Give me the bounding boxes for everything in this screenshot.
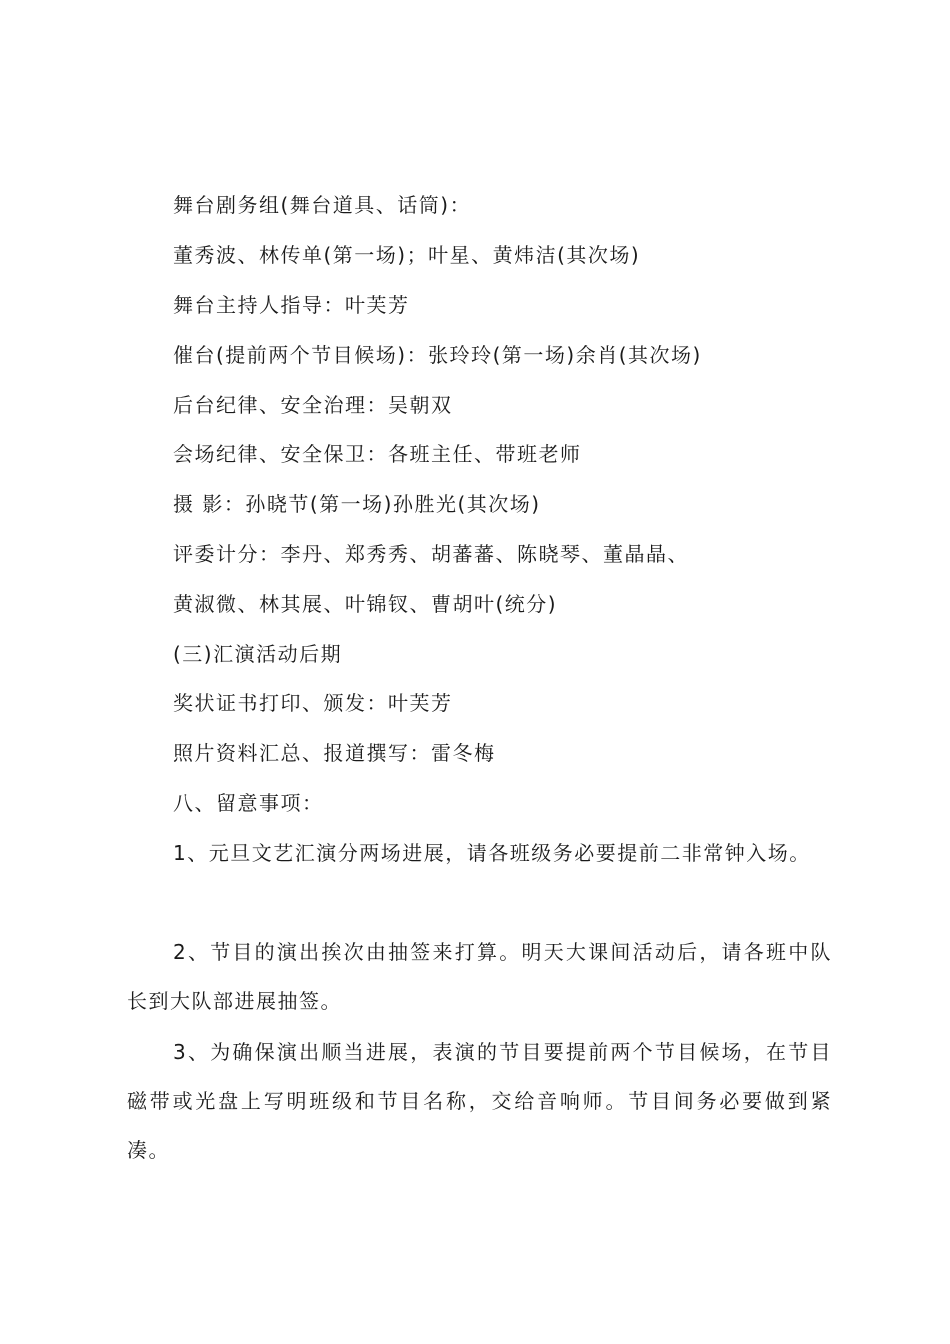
- note-item-2: 2、节目的演出挨次由抽签来打算。明天大课间活动后，请各班中队长到大队部进展抽签。: [127, 940, 832, 1013]
- text-line-photo-report: 照片资料汇总、报道撰写：雷冬梅: [173, 741, 496, 765]
- text-line-host-coach: 舞台主持人指导：叶芙芳: [173, 293, 410, 317]
- text-line-judges: 评委计分：李丹、郑秀秀、胡蕃蕃、陈晓琴、董晶晶、: [173, 542, 689, 566]
- section-heading-notes: 八、留意事项：: [173, 791, 324, 815]
- text-line-backstage-discipline: 后台纪律、安全治理：吴朝双: [173, 393, 453, 417]
- text-line-certificates: 奖状证书打印、颁发：叶芙芳: [173, 691, 453, 715]
- text-line-stage-crew-members: 董秀波、林传单(第一场)；叶星、黄炜洁(其次场): [173, 243, 641, 267]
- text-line-stage-crew: 舞台剧务组(舞台道具、话筒)：: [173, 193, 472, 217]
- text-line-photography: 摄 影：孙晓节(第一场)孙胜光(其次场): [173, 492, 541, 516]
- text-line-stage-call: 催台(提前两个节目候场)：张玲玲(第一场)余肖(其次场): [173, 343, 702, 367]
- note-item-1: 1、元旦文艺汇演分两场进展，请各班级务必要提前二非常钟入场。: [173, 841, 811, 865]
- note-item-3: 3、为确保演出顺当进展，表演的节目要提前两个节目候场，在节目磁带或光盘上写明班级和节目名称，交给音响师。节目间务必要做到紧凑。: [127, 1040, 832, 1162]
- text-line-judges-continued: 黄淑微、林其展、叶锦钗、曹胡叶(统分): [173, 592, 558, 616]
- section-heading-post-event: (三)汇演活动后期: [173, 642, 343, 666]
- text-line-venue-security: 会场纪律、安全保卫：各班主任、带班老师: [173, 442, 582, 466]
